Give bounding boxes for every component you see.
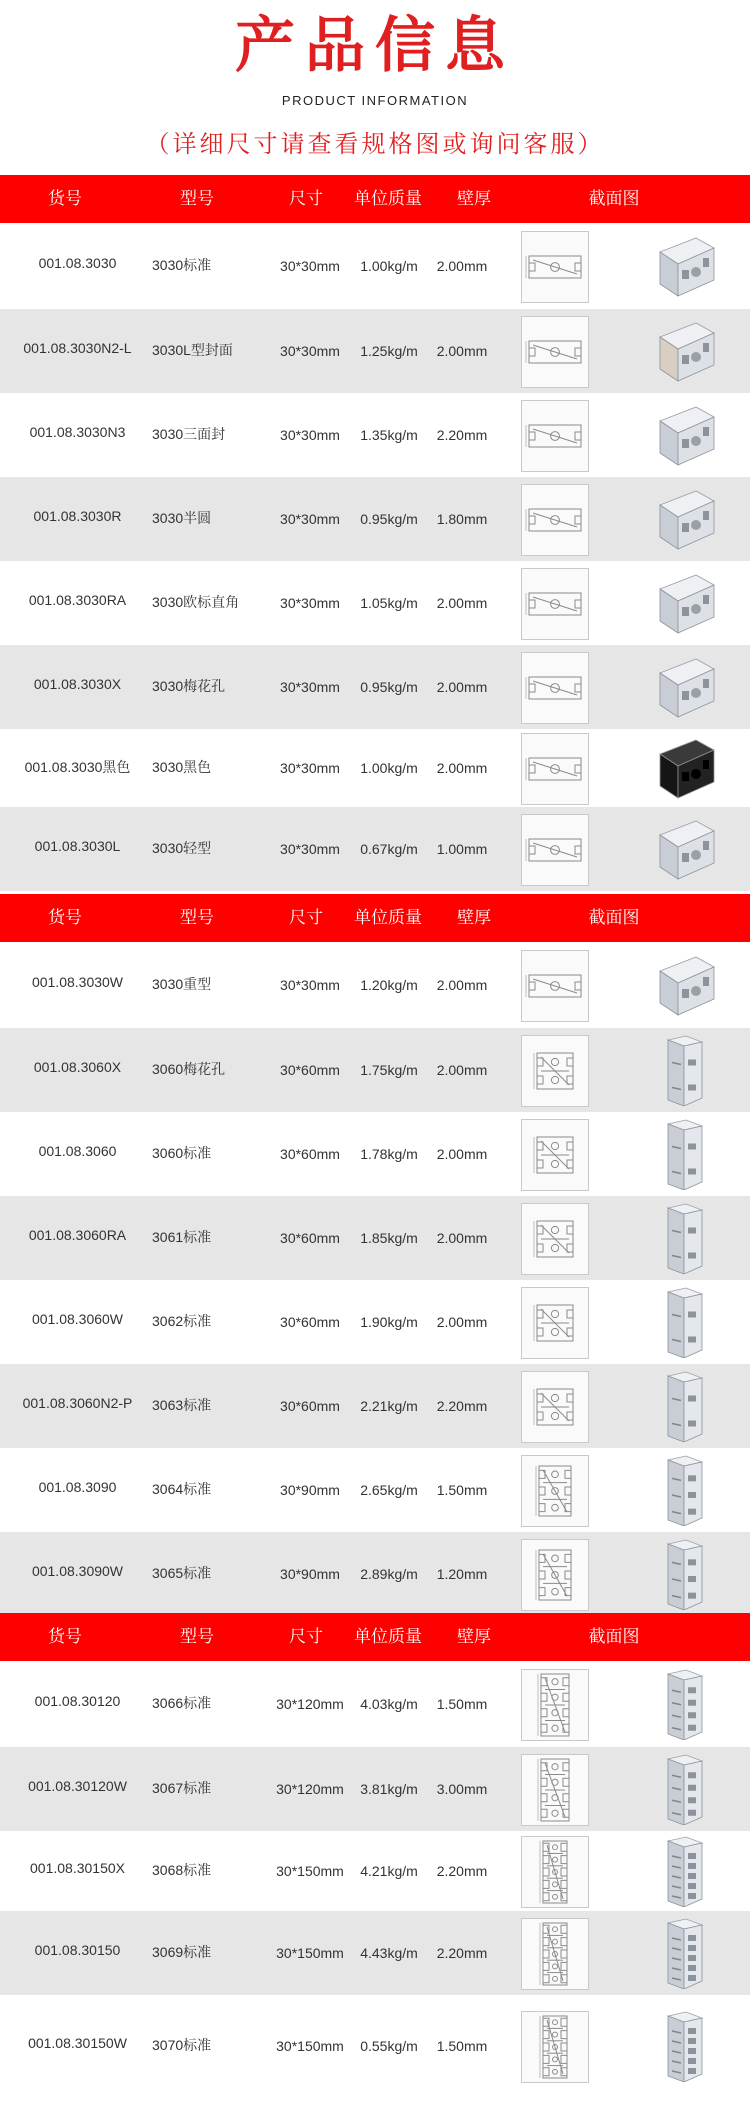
profile-photo — [652, 230, 718, 302]
col-mass-header: 单位质量 — [354, 908, 422, 927]
col-size-header: 尺寸 — [289, 908, 323, 927]
table-row — [0, 1911, 750, 1995]
table-row — [0, 1831, 750, 1911]
table-row — [0, 1532, 750, 1616]
table-row — [0, 729, 750, 807]
col-model-header: 型号 — [180, 1627, 214, 1646]
model-name: 3030半圆 — [152, 510, 212, 526]
section-drawing — [521, 1455, 589, 1527]
item-code: 001.08.3030N3 — [29, 424, 126, 440]
wall-thickness: 2.20mm — [436, 1945, 488, 1961]
table-row — [0, 645, 750, 729]
size-value: 30*150mm — [276, 2038, 344, 2054]
model-name: 3060标准 — [152, 1145, 212, 1161]
unit-mass: 4.03kg/m — [360, 1696, 418, 1712]
profile-photo — [652, 1118, 718, 1190]
col-wall-header: 壁厚 — [457, 1627, 491, 1646]
size-value: 30*150mm — [276, 1945, 344, 1961]
item-code: 001.08.3030RA — [28, 592, 127, 608]
wall-thickness: 1.80mm — [436, 511, 488, 527]
size-value: 30*90mm — [280, 1566, 340, 1582]
wall-thickness: 2.00mm — [436, 1314, 488, 1330]
unit-mass: 1.00kg/m — [360, 760, 418, 776]
section-drawing — [521, 1371, 589, 1443]
size-value: 30*60mm — [280, 1314, 340, 1330]
col-model-header: 型号 — [180, 908, 214, 927]
model-name: 3066标准 — [152, 1695, 212, 1711]
section-drawing — [521, 1918, 589, 1990]
section-drawing — [521, 2011, 589, 2083]
wall-thickness: 2.00mm — [436, 1062, 488, 1078]
wall-thickness: 2.00mm — [436, 343, 488, 359]
size-value: 30*30mm — [280, 427, 340, 443]
unit-mass: 1.90kg/m — [360, 1314, 418, 1330]
unit-mass: 4.21kg/m — [360, 1863, 418, 1879]
size-value: 30*30mm — [280, 760, 340, 776]
model-name: 3062标准 — [152, 1313, 212, 1329]
size-value: 30*30mm — [280, 511, 340, 527]
section-drawing — [521, 1836, 589, 1908]
section-drawing — [521, 484, 589, 556]
col-code-header: 货号 — [48, 1627, 82, 1646]
table-row — [0, 1661, 750, 1747]
profile-photo — [652, 315, 718, 387]
item-code: 001.08.3090W — [31, 1563, 124, 1579]
table-row — [0, 309, 750, 393]
table-row — [0, 1196, 750, 1280]
col-mass-header: 单位质量 — [354, 189, 422, 208]
model-name: 3065标准 — [152, 1565, 212, 1581]
item-code: 001.08.3030黑色 — [24, 759, 131, 775]
wall-thickness: 2.00mm — [436, 679, 488, 695]
section-drawing — [521, 950, 589, 1022]
size-value: 30*30mm — [280, 595, 340, 611]
profile-photo — [652, 1835, 718, 1907]
size-value: 30*30mm — [280, 977, 340, 993]
table-row — [0, 223, 750, 309]
item-code: 001.08.3030 — [38, 255, 117, 271]
section-drawing — [521, 733, 589, 805]
profile-photo — [652, 483, 718, 555]
table-row — [0, 393, 750, 477]
profile-photo — [652, 949, 718, 1021]
item-code: 001.08.3030R — [33, 508, 122, 524]
profile-photo — [652, 813, 718, 885]
model-name: 3030标准 — [152, 257, 212, 273]
size-value: 30*30mm — [280, 258, 340, 274]
wall-thickness: 2.00mm — [436, 258, 488, 274]
size-value: 30*120mm — [276, 1696, 344, 1712]
profile-photo — [652, 651, 718, 723]
wall-thickness: 2.00mm — [436, 1230, 488, 1246]
section-drawing — [521, 231, 589, 303]
model-name: 3030重型 — [152, 976, 212, 992]
model-name: 3064标准 — [152, 1481, 212, 1497]
unit-mass: 0.95kg/m — [360, 511, 418, 527]
wall-thickness: 2.00mm — [436, 760, 488, 776]
item-code: 001.08.3060N2-P — [22, 1395, 133, 1411]
section-drawing — [521, 400, 589, 472]
col-size-header: 尺寸 — [289, 189, 323, 208]
model-name: 3030梅花孔 — [152, 678, 226, 694]
model-name: 3060梅花孔 — [152, 1061, 226, 1077]
size-value: 30*30mm — [280, 343, 340, 359]
wall-thickness: 2.20mm — [436, 427, 488, 443]
col-code-header: 货号 — [48, 189, 82, 208]
table-row — [0, 477, 750, 561]
item-code: 001.08.30150 — [34, 1942, 121, 1958]
size-value: 30*150mm — [276, 1863, 344, 1879]
model-name: 3030黑色 — [152, 759, 212, 775]
item-code: 001.08.3060RA — [28, 1227, 127, 1243]
wall-thickness: 1.20mm — [436, 1566, 488, 1582]
size-value: 30*90mm — [280, 1482, 340, 1498]
section-drawing — [521, 1203, 589, 1275]
profile-photo — [652, 1454, 718, 1526]
size-value: 30*30mm — [280, 679, 340, 695]
wall-thickness: 1.50mm — [436, 2038, 488, 2054]
table-row — [0, 1028, 750, 1112]
section-drawing — [521, 316, 589, 388]
unit-mass: 1.75kg/m — [360, 1062, 418, 1078]
table-row — [0, 1448, 750, 1532]
size-value: 30*60mm — [280, 1146, 340, 1162]
page-header — [0, 0, 750, 175]
table-row — [0, 942, 750, 1028]
profile-photo — [652, 1202, 718, 1274]
unit-mass: 1.20kg/m — [360, 977, 418, 993]
model-name: 3068标准 — [152, 1862, 212, 1878]
wall-thickness: 1.50mm — [436, 1696, 488, 1712]
section-drawing — [521, 1119, 589, 1191]
unit-mass: 2.89kg/m — [360, 1566, 418, 1582]
model-name: 3067标准 — [152, 1780, 212, 1796]
col-section-header: 截面图 — [588, 908, 640, 927]
profile-photo — [652, 732, 718, 804]
model-name: 3030欧标直角 — [152, 594, 240, 610]
wall-thickness: 1.00mm — [436, 841, 488, 857]
profile-photo — [652, 1917, 718, 1989]
table-row — [0, 1995, 750, 2097]
item-code: 001.08.3060 — [38, 1143, 117, 1159]
wall-thickness: 3.00mm — [436, 1781, 488, 1797]
item-code: 001.08.3060W — [31, 1311, 124, 1327]
wall-thickness: 1.50mm — [436, 1482, 488, 1498]
size-value: 30*60mm — [280, 1230, 340, 1246]
unit-mass: 4.43kg/m — [360, 1945, 418, 1961]
wall-thickness: 2.00mm — [436, 595, 488, 611]
item-code: 001.08.3030X — [33, 676, 122, 692]
unit-mass: 2.65kg/m — [360, 1482, 418, 1498]
section-drawing — [521, 1539, 589, 1611]
item-code: 001.08.30150W — [28, 2035, 127, 2051]
size-value: 30*120mm — [276, 1781, 344, 1797]
col-section-header: 截面图 — [588, 1627, 640, 1646]
section-drawing — [521, 1287, 589, 1359]
table-row — [0, 561, 750, 645]
profile-photo — [652, 1753, 718, 1825]
spec-note: （详细尺寸请查看规格图或询问客服） — [145, 131, 605, 158]
table-header — [0, 1613, 750, 1661]
table-row — [0, 1112, 750, 1196]
page-title: 产品信息 — [235, 12, 515, 79]
section-drawing — [521, 814, 589, 886]
table-header — [0, 894, 750, 942]
unit-mass: 1.35kg/m — [360, 427, 418, 443]
item-code: 001.08.30120W — [28, 1778, 127, 1794]
model-name: 3069标准 — [152, 1944, 212, 1960]
profile-photo — [652, 2010, 718, 2082]
wall-thickness: 2.20mm — [436, 1863, 488, 1879]
size-value: 30*60mm — [280, 1062, 340, 1078]
unit-mass: 1.05kg/m — [360, 595, 418, 611]
section-drawing — [521, 1669, 589, 1741]
profile-photo — [652, 1538, 718, 1610]
col-size-header: 尺寸 — [289, 1627, 323, 1646]
size-value: 30*30mm — [280, 841, 340, 857]
col-wall-header: 壁厚 — [457, 908, 491, 927]
model-name: 3061标准 — [152, 1229, 212, 1245]
table-header — [0, 175, 750, 223]
unit-mass: 1.00kg/m — [360, 258, 418, 274]
model-name: 3063标准 — [152, 1397, 212, 1413]
model-name: 3030L型封面 — [152, 342, 233, 358]
profile-photo — [652, 1668, 718, 1740]
profile-photo — [652, 1286, 718, 1358]
item-code: 001.08.3030L — [34, 838, 121, 854]
col-mass-header: 单位质量 — [354, 1627, 422, 1646]
section-drawing — [521, 1754, 589, 1826]
profile-photo — [652, 1370, 718, 1442]
table-row — [0, 807, 750, 891]
item-code: 001.08.3030N2-L — [23, 340, 132, 356]
table-row — [0, 1364, 750, 1448]
profile-photo — [652, 567, 718, 639]
wall-thickness: 2.00mm — [436, 1146, 488, 1162]
unit-mass: 3.81kg/m — [360, 1781, 418, 1797]
model-name: 3030三面封 — [152, 426, 226, 442]
size-value: 30*60mm — [280, 1398, 340, 1414]
unit-mass: 1.85kg/m — [360, 1230, 418, 1246]
model-name: 3070标准 — [152, 2037, 212, 2053]
section-drawing — [521, 1035, 589, 1107]
section-drawing — [521, 568, 589, 640]
unit-mass: 1.78kg/m — [360, 1146, 418, 1162]
unit-mass: 0.95kg/m — [360, 679, 418, 695]
col-section-header: 截面图 — [588, 189, 640, 208]
item-code: 001.08.30150X — [30, 1860, 125, 1876]
page-subtitle-en: PRODUCT INFORMATION — [281, 93, 469, 108]
item-code: 001.08.30120 — [34, 1693, 121, 1709]
item-code: 001.08.3030W — [31, 974, 124, 990]
section-drawing — [521, 652, 589, 724]
unit-mass: 1.25kg/m — [360, 343, 418, 359]
col-code-header: 货号 — [48, 908, 82, 927]
col-model-header: 型号 — [180, 189, 214, 208]
unit-mass: 0.67kg/m — [360, 841, 418, 857]
col-wall-header: 壁厚 — [457, 189, 491, 208]
wall-thickness: 2.20mm — [436, 1398, 488, 1414]
wall-thickness: 2.00mm — [436, 977, 488, 993]
table-row — [0, 1747, 750, 1831]
unit-mass: 0.55kg/m — [360, 2038, 418, 2054]
table-row — [0, 1280, 750, 1364]
model-name: 3030轻型 — [152, 840, 212, 856]
item-code: 001.08.3060X — [33, 1059, 122, 1075]
item-code: 001.08.3090 — [38, 1479, 117, 1495]
profile-photo — [652, 399, 718, 471]
unit-mass: 2.21kg/m — [360, 1398, 418, 1414]
profile-photo — [652, 1034, 718, 1106]
